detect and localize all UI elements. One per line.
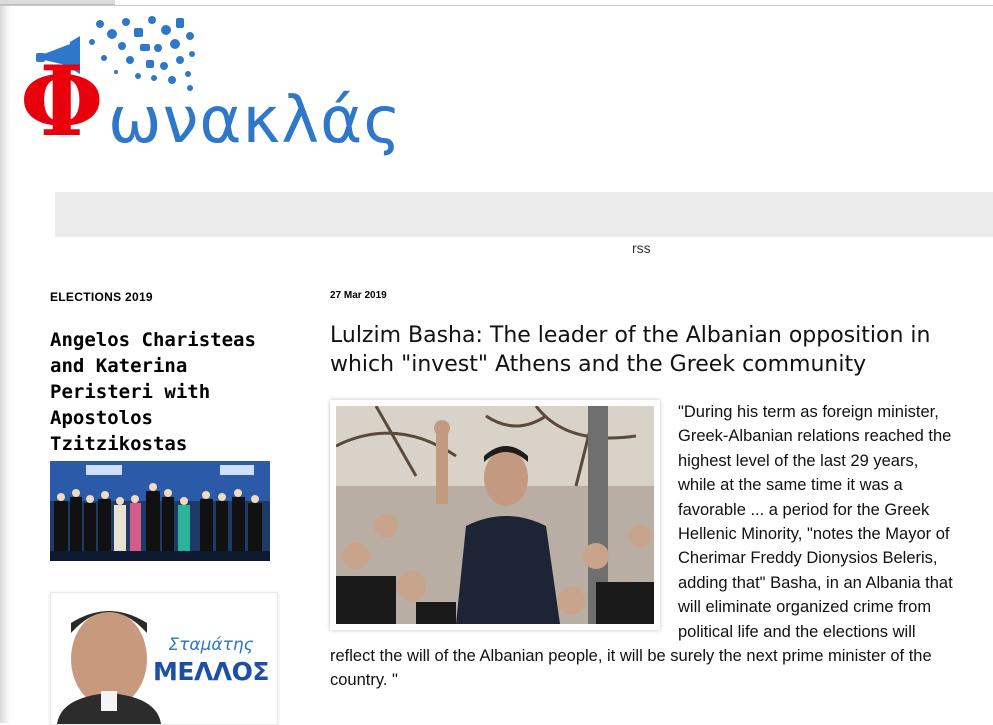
logo-phi-letter: Φ — [20, 45, 104, 158]
elections-photo[interactable] — [50, 461, 270, 561]
logo-text: ωνακλάς — [108, 84, 402, 158]
site-logo[interactable] — [20, 14, 402, 164]
nav-bar — [55, 192, 993, 237]
candidate-first-name: Σταμάτης — [168, 635, 254, 655]
candidate-last-name: ΜΕΛΛΟΣ — [153, 657, 269, 686]
page-left-shadow — [0, 6, 11, 723]
sidebar-headline-link[interactable]: Angelos Charisteas and Katerina Peristeri with Apostolos Tzitzikostas — [50, 329, 256, 455]
post-body — [330, 400, 960, 693]
blog-post — [330, 286, 960, 690]
top-divider — [0, 5, 993, 6]
post-photo[interactable] — [336, 406, 654, 624]
widget-title: ELECTIONS 2019 — [50, 290, 153, 304]
post-excerpt: "During his term as foreign minister, Greek-Albanian relations reached the highest level of the last 29 years, while at the same time it was a favorable ... a period for the Greek Hellenic Minority, "notes the Mayor of Cherimar Freddy Dionysios Beleris, adding that" Basha, in an Albania that will eliminate organized crime from political life and the elections will reflect the will of the Albanian people, it will be surely the next prime minister of the country. " — [330, 403, 953, 690]
post-title-link[interactable]: Lulzim Basha: The leader of the Albanian opposition in which "invest" Athens and the Greek community — [330, 323, 931, 377]
post-photo-frame — [330, 400, 660, 630]
rss-link[interactable]: rss — [632, 240, 651, 256]
post-date: 27 Mar 2019 — [330, 290, 387, 301]
sidebar — [50, 286, 280, 561]
candidate-banner[interactable] — [50, 592, 278, 725]
